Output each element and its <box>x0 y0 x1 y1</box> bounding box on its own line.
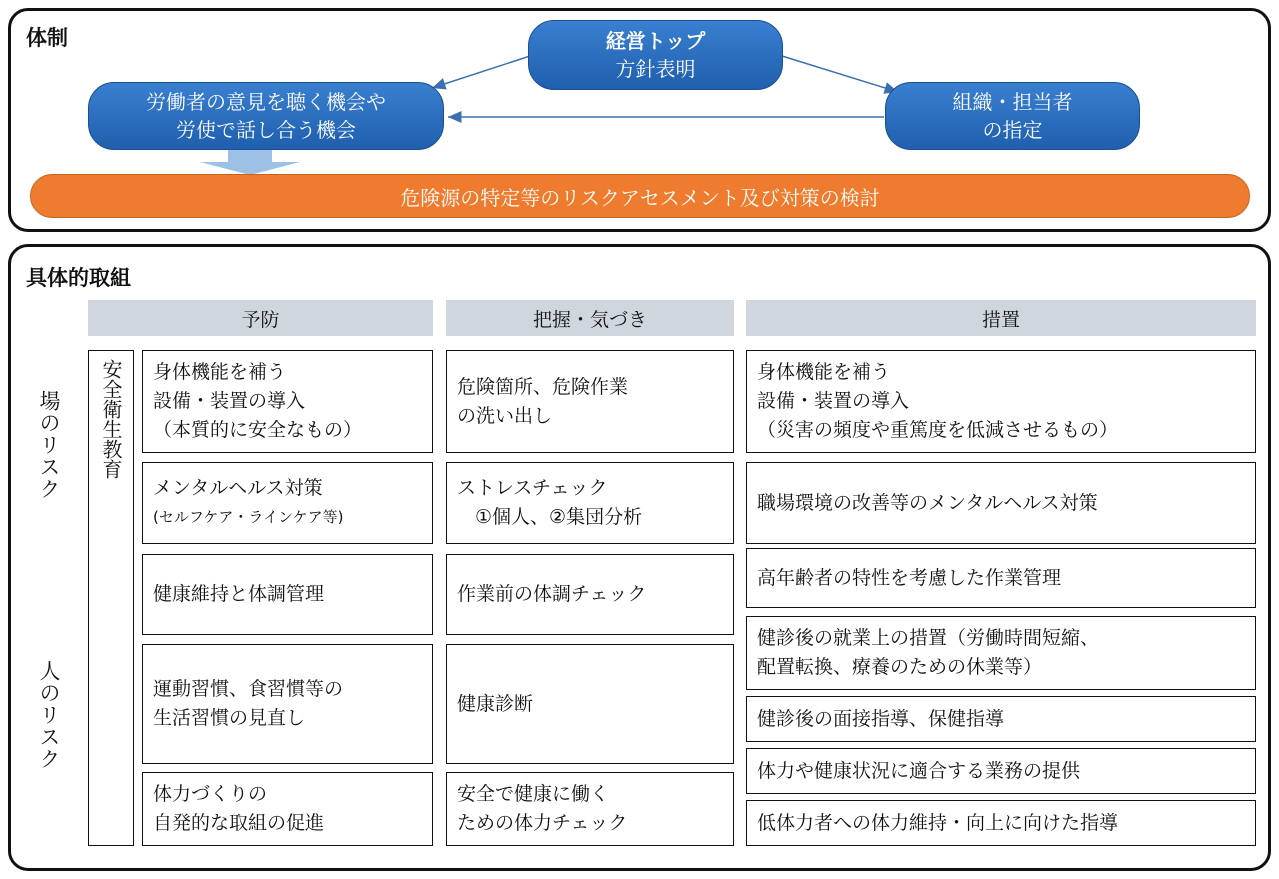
prevention-item-1: 身体機能を補う 設備・装置の導入 （本質的に安全なもの） <box>142 350 433 453</box>
concrete-actions-title: 具体的取組 <box>26 266 131 290</box>
awareness-item-4: 健康診断 <box>446 644 734 764</box>
header-prevention: 予防 <box>88 300 433 336</box>
organization-box <box>885 82 1140 150</box>
top-management-title: 経営トップ <box>605 29 706 53</box>
awareness-item-5: 安全で健康に働く ための体力チェック <box>446 772 734 846</box>
measures-item-3: 高年齢者の特性を考慮した作業管理 <box>746 548 1256 608</box>
prevention-item-5: 体力づくりの 自発的な取組の促進 <box>142 772 433 846</box>
structure-title: 体制 <box>26 26 68 50</box>
measures-item-6: 体力や健康状況に適合する業務の提供 <box>746 748 1256 794</box>
arrow-top-to-org <box>782 56 898 92</box>
arrow-top-to-worker <box>432 56 530 88</box>
risk-assessment-bar: 危険源の特定等のリスクアセスメント及び対策の検討 <box>30 174 1250 218</box>
measures-item-1: 身体機能を補う 設備・装置の導入 （災害の頻度や重篤度を低減させるもの） <box>746 350 1256 453</box>
organization-line1: 組織・担当者 <box>952 90 1073 114</box>
education-label: 安全衛生教育 <box>99 359 123 479</box>
awareness-item-3: 作業前の体調チェック <box>446 554 734 635</box>
measures-item-2: 職場環境の改善等のメンタルヘルス対策 <box>746 462 1256 544</box>
measures-item-7: 低体力者への体力維持・向上に向けた指導 <box>746 800 1256 846</box>
top-management-subtitle: 方針表明 <box>615 57 696 81</box>
prevention-item-3: 健康維持と体調管理 <box>142 554 433 635</box>
prevention-item-4: 運動習慣、食習慣等の 生活習慣の見直し <box>142 644 433 764</box>
awareness-item-1: 危険箇所、危険作業 の洗い出し <box>446 350 734 453</box>
side-label-workplace-risk: 場のリスク <box>37 390 61 500</box>
organization-line2: の指定 <box>982 118 1043 142</box>
top-management-box <box>528 20 783 90</box>
header-measures: 措置 <box>746 300 1256 336</box>
worker-opinion-line1: 労働者の意見を聴く機会や <box>146 90 386 114</box>
worker-opinion-box <box>88 82 444 150</box>
awareness-item-2: ストレスチェック ①個人、②集団分析 <box>446 462 734 544</box>
prevention-item-2: メンタルヘルス対策 (セルフケア・ラインケア等) <box>142 462 433 544</box>
side-label-person-risk: 人のリスク <box>37 660 61 770</box>
education-box <box>88 350 134 846</box>
measures-item-4: 健診後の就業上の措置（労働時間短縮、 配置転換、療養のための休業等） <box>746 616 1256 690</box>
down-arrow <box>200 150 300 175</box>
worker-opinion-line2: 労使で話し合う機会 <box>176 118 356 142</box>
header-awareness: 把握・気づき <box>446 300 734 336</box>
measures-item-5: 健診後の面接指導、保健指導 <box>746 696 1256 742</box>
